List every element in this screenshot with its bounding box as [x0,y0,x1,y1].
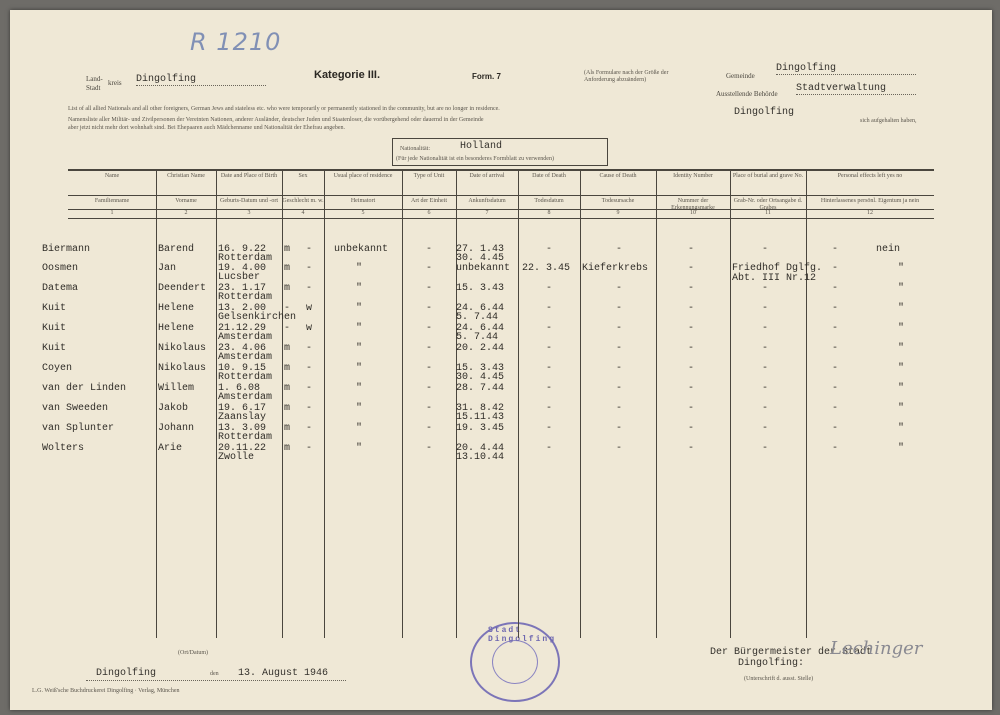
cell-unit: - [426,283,433,294]
cell-arrival-line: 24. 6.44 [456,303,505,314]
cell-name: van Splunter [42,423,115,434]
cell-birth-line: Amsterdam [218,392,273,403]
column-header-en-6: Type of Unit [413,173,445,179]
cell-first-name: Johann [158,423,195,434]
cell-death-date: 22. 3.45 [522,263,571,274]
column-number-10: 10 [690,210,696,216]
cell-effects-yes: - [832,323,839,334]
cell-sex-m: - [284,323,291,334]
cell-effects-yes: - [832,283,839,294]
column-header-en-7: Date of arrival [469,173,505,179]
cell-burial: - [762,383,769,394]
kreis-label: kreis [108,79,122,87]
mayor-line-2: Dingolfing: [738,658,805,669]
cell-effects-no: " [898,363,905,374]
cell-arrival-line: 27. 1.43 [456,244,505,255]
cell-birth-line: Amsterdam [218,332,273,343]
cell-first-name: Helene [158,303,195,314]
cell-birth-line: 20.11.22 [218,443,267,454]
cell-first-name: Willem [158,383,195,394]
column-number-9: 9 [616,210,620,216]
date-line [86,680,346,681]
cell-name: Kuit [42,303,67,314]
cell-effects-yes: - [832,383,839,394]
cell-burial: - [762,363,769,374]
cell-unit: - [426,403,433,414]
footer-date: 13. August 1946 [238,668,329,679]
mayor-line-1: Der Bürgermeister der Stadt [710,647,873,658]
cell-sex-w: - [306,383,313,394]
cell-death-date: - [546,343,553,354]
cell-effects-no: " [898,283,905,294]
column-number-12: 12 [867,210,873,216]
cell-unit: - [426,263,433,274]
footer-den: den [210,671,219,677]
cell-name: Biermann [42,244,91,255]
column-rule-8 [580,169,581,638]
column-header-de-7: Ankunftsdatum [468,198,506,204]
cell-unit: - [426,423,433,434]
cell-first-name: Jan [158,263,177,274]
cell-death-date: - [546,443,553,454]
cell-unit: - [426,443,433,454]
cell-sex-m: m [284,343,291,354]
cell-name: Kuit [42,323,67,334]
cell-residence: " [356,403,363,414]
signature: Lechinger [830,638,923,659]
cell-burial: - [762,244,769,255]
column-header-en-5: Usual place of residence [333,173,393,179]
cell-unit: - [426,383,433,394]
cell-birth-line: Rotterdam [218,253,273,264]
cell-first-name: Nikolaus [158,363,207,374]
cell-first-name: Jakob [158,403,189,414]
cell-sex-m: - [284,303,291,314]
column-header-de-11: Grab-Nr. oder Ortsangabe d. Grabes [733,198,803,211]
cell-residence: unbekannt [334,244,389,255]
nationality-value: Holland [460,141,503,152]
cell-burial-line: Friedhof Dglfg. [732,263,823,274]
cell-death-date: - [546,363,553,374]
column-header-en-3: Date and Place of Birth [220,173,278,179]
column-header-de-2: Vorname [175,198,197,204]
cell-death-date: - [546,244,553,255]
cell-death-date: - [546,303,553,314]
cell-name: Kuit [42,343,67,354]
cell-birth-line: 13. 3.09 [218,423,267,434]
official-stamp [470,622,560,702]
cell-residence: " [356,443,363,454]
intro-line-2: Namensliste aller Militär- und Zivilpersonen der Vereinten Nationen, anderer Ausländer, deutscher Juden und Staatenloser, die vorübergehend oder dauernd in der Gemeinde [68,117,484,123]
cell-sex-w: w [306,323,313,334]
column-rule-10 [730,169,731,638]
cell-effects-yes: - [832,244,839,255]
column-number-11: 11 [765,210,771,216]
column-header-de-12: Hinterlassenes persönl. Eigentum ja nein [820,198,920,204]
cell-identity: - [688,283,695,294]
intro-line-3: aber jetzt nicht mehr dort wohnhaft sind. Bei Ehepaaren auch Mädchenname und Nationalität der Ehefrau angeben. [68,125,346,131]
cell-birth-line: Gelsenkirchen [218,312,297,323]
form-note: (Als Formulare nach der Größe der Anforderung abzuändern) [584,70,669,83]
cell-effects-yes: - [832,423,839,434]
cell-effects-no: " [898,403,905,414]
cell-sex-m: m [284,443,291,454]
behoerde-value: Stadtverwaltung [796,83,916,95]
cell-death-date: - [546,383,553,394]
cell-arrival-line: 31. 8.42 [456,403,505,414]
cell-arrival-line: 30. 4.45 [456,253,505,264]
cell-birth-line: 16. 9.22 [218,244,267,255]
cell-cause: - [616,423,623,434]
column-header-en-2: Christian Name [167,173,205,179]
cell-death-date: - [546,283,553,294]
kreis-value: Dingolfing [136,74,266,86]
cell-birth-line: Zwolle [218,452,255,463]
column-header-en-9: Cause of Death [599,173,637,179]
cell-arrival-line: 15. 3.43 [456,363,505,374]
column-rule-7 [518,169,519,638]
cell-arrival-line: 5. 7.44 [456,312,499,323]
cell-effects-yes: - [832,363,839,374]
gemeinde-value: Dingolfing [776,63,916,75]
place-value: Dingolfing [734,107,795,118]
column-number-7: 7 [485,210,489,216]
cell-sex-w: - [306,443,313,454]
table-rule-3 [68,218,934,219]
cell-birth-line: Rotterdam [218,292,273,303]
cell-birth-line: Amsterdam [218,352,273,363]
cell-unit: - [426,343,433,354]
cell-birth-line: 23. 1.17 [218,283,267,294]
column-rule-1 [156,169,157,638]
cell-arrival-line: 5. 7.44 [456,332,499,343]
cell-effects-yes: - [832,443,839,454]
cell-arrival-line: 20. 4.44 [456,443,505,454]
column-rule-2 [216,169,217,638]
cell-identity: - [688,263,695,274]
cell-identity: - [688,303,695,314]
cell-cause: Kieferkrebs [582,263,649,274]
cell-name: Oosmen [42,263,79,274]
column-header-en-1: Name [104,173,120,179]
cell-sex-m: m [284,283,291,294]
cell-name: Datema [42,283,79,294]
column-header-de-5: Heimatort [350,198,376,204]
cell-birth-line: Lucsber [218,272,261,283]
cell-burial: - [762,343,769,354]
cell-effects-no: " [898,343,905,354]
cell-birth-line: Zaanslay [218,412,267,423]
cell-birth-line: 1. 6.08 [218,383,261,394]
cell-cause: - [616,403,623,414]
cell-name: van Sweeden [42,403,109,414]
behoerde-label: Ausstellende Behörde [716,90,778,98]
table-rule-0 [68,169,934,171]
cell-birth-line: Rotterdam [218,372,273,383]
table-rule-1 [68,195,934,196]
footer-place: Dingolfing [96,668,157,679]
column-number-8: 8 [547,210,551,216]
column-header-de-1: Familienname [94,198,130,204]
cell-identity: - [688,403,695,414]
cell-sex-m: m [284,244,291,255]
cell-effects-yes: - [832,263,839,274]
cell-identity: - [688,363,695,374]
column-number-2: 2 [184,210,188,216]
cell-sex-w: - [306,343,313,354]
nationality-note: (Für jede Nationalität ist ein besonderes Formblatt zu verwenden) [396,156,554,162]
cell-residence: " [356,263,363,274]
cell-name: Coyen [42,363,73,374]
cell-cause: - [616,363,623,374]
cell-residence: " [356,383,363,394]
cell-arrival-line: 24. 6.44 [456,323,505,334]
cell-arrival-line: 20. 2.44 [456,343,505,354]
cell-sex-m: m [284,403,291,414]
cell-cause: - [616,303,623,314]
land-label: Land- [86,75,103,83]
cell-residence: " [356,323,363,334]
cell-effects-yes: - [832,403,839,414]
column-header-de-6: Art der Einheit [411,198,447,204]
cell-unit: - [426,323,433,334]
column-header-de-10: Nummer der Erkennungsmarke [671,198,715,211]
cell-arrival-line: unbekannt [456,263,511,274]
cell-effects-no: " [898,443,905,454]
cell-burial: - [762,403,769,414]
cell-sex-m: m [284,423,291,434]
cell-cause: - [616,343,623,354]
cell-birth-line: 13. 2.00 [218,303,267,314]
document-page [10,10,992,710]
cell-burial: - [762,303,769,314]
intro-line-1: List of all allied Nationals and all other foreigners, German Jews and stateless etc. who were temporarily or permanently stationed in the community, but are no longer in residence. [68,106,500,112]
cell-first-name: Helene [158,323,195,334]
cell-unit: - [426,303,433,314]
cell-arrival-line: 28. 7.44 [456,383,505,394]
cell-effects-no: " [898,263,905,274]
cell-first-name: Arie [158,443,183,454]
cell-effects-no: " [898,383,905,394]
cell-name: Wolters [42,443,85,454]
cell-first-name: Nikolaus [158,343,207,354]
column-number-5: 5 [361,210,365,216]
column-header-de-8: Todesdatum [534,198,564,204]
cell-sex-w: - [306,263,313,274]
cell-burial-line: Abt. III Nr.12 [732,273,817,284]
cell-first-name: Deendert [158,283,207,294]
column-header-de-4: Geschlecht m. w. [282,198,324,204]
column-rule-3 [282,169,283,638]
column-header-de-9: Todesursache [601,198,635,204]
stadt-label: Stadt [86,84,101,92]
cell-residence: " [356,283,363,294]
cell-burial: - [762,323,769,334]
cell-sex-w: w [306,303,313,314]
column-rule-4 [324,169,325,638]
cell-death-date: - [546,323,553,334]
column-number-3: 3 [247,210,251,216]
handwritten-reference: R 1210 [190,28,282,56]
cell-residence: " [356,363,363,374]
cell-effects-no: " [898,303,905,314]
cell-burial: - [762,423,769,434]
cell-birth-line: 10. 9.15 [218,363,267,374]
column-rule-11 [806,169,807,638]
cell-residence: " [356,303,363,314]
cell-residence: " [356,423,363,434]
cell-burial: - [762,283,769,294]
cell-effects-yes: - [832,343,839,354]
gemeinde-label: Gemeinde [726,72,755,80]
cell-burial: - [762,443,769,454]
cell-arrival-line: 30. 4.45 [456,372,505,383]
cell-identity: - [688,323,695,334]
stamp-inner-ring [492,640,538,684]
column-header-en-12: Personal effects left yes no [837,173,903,179]
column-header-en-11: Place of burial and grave No. [732,173,804,179]
stamp-text: Stadt Dingolfing [488,626,557,644]
nationality-label: Nationalität: [400,146,430,152]
cell-birth-line: 21.12.29 [218,323,267,334]
cell-arrival-line: 13.10.44 [456,452,505,463]
column-rule-5 [402,169,403,638]
cell-residence: " [356,343,363,354]
cell-effects-yes: - [832,303,839,314]
cell-cause: - [616,244,623,255]
cell-sex-w: - [306,244,313,255]
kategorie-title: Kategorie III. [314,69,381,81]
cell-cause: - [616,323,623,334]
cell-effects-no: " [898,323,905,334]
column-header-en-8: Date of Death [532,173,566,179]
ort-label: (Ort/Datum) [178,650,208,656]
cell-birth-line: Rotterdam [218,432,273,443]
cell-unit: - [426,363,433,374]
cell-identity: - [688,423,695,434]
cell-arrival-line: 19. 3.45 [456,423,505,434]
cell-effects-no: nein [876,244,901,255]
cell-cause: - [616,283,623,294]
form-number: Form. 7 [472,72,501,81]
cell-cause: - [616,443,623,454]
cell-cause: - [616,383,623,394]
cell-identity: - [688,383,695,394]
column-header-de-3: Geburts-Datum und -ort [220,198,278,204]
cell-death-date: - [546,423,553,434]
column-header-en-4: Sex [298,173,308,179]
cell-effects-no: " [898,423,905,434]
printer-line: L.G. Weiß'sche Buchdruckerei Dingolfing · Verlag, München [32,688,180,694]
cell-arrival-line: 15.11.43 [456,412,505,423]
cell-sex-w: - [306,423,313,434]
cell-sex-m: m [284,363,291,374]
column-header-en-10: Identity Number [673,173,713,179]
cell-sex-w: - [306,283,313,294]
cell-sex-w: - [306,363,313,374]
cell-identity: - [688,343,695,354]
cell-sex-m: m [284,383,291,394]
cell-identity: - [688,443,695,454]
cell-identity: - [688,244,695,255]
column-rule-9 [656,169,657,638]
column-number-1: 1 [110,210,114,216]
cell-death-date: - [546,403,553,414]
cell-birth-line: 19. 6.17 [218,403,267,414]
cell-sex-w: - [306,403,313,414]
cell-arrival-line: 15. 3.43 [456,283,505,294]
column-number-6: 6 [427,210,431,216]
cell-name: van der Linden [42,383,127,394]
cell-unit: - [426,244,433,255]
cell-first-name: Barend [158,244,195,255]
cell-sex-m: m [284,263,291,274]
cell-birth-line: 19. 4.00 [218,263,267,274]
column-number-4: 4 [301,210,305,216]
cell-birth-line: 23. 4.06 [218,343,267,354]
signature-note: (Unterschrift d. ausst. Stelle) [744,676,814,682]
intro-line-2-end: sich aufgehalten haben, [860,118,917,124]
